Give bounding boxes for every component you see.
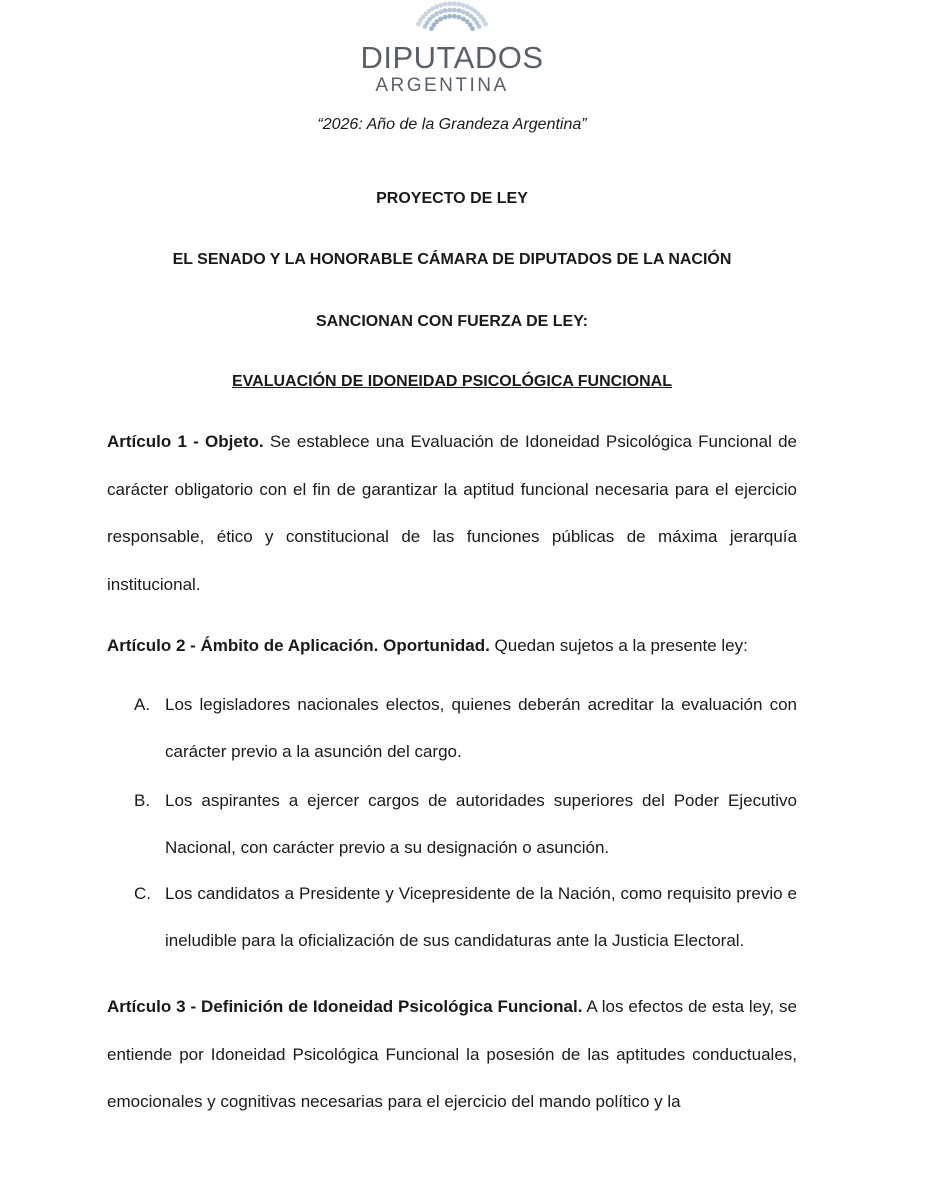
emblem-dot: [457, 8, 462, 13]
chambers-heading: EL SENADO Y LA HONORABLE CÁMARA DE DIPUTADOS DE LA NACIÓN: [172, 251, 732, 268]
article-3: [107, 983, 797, 1126]
emblem-dot: [443, 8, 448, 13]
hemicycle-emblem-icon: [372, 0, 532, 34]
emblem-dot: [452, 14, 457, 19]
emblem-dot: [443, 2, 448, 7]
list-letter: A.: [134, 695, 151, 714]
emblem-dot: [438, 10, 443, 15]
list-item-a: [134, 681, 797, 775]
emblem-dot: [461, 3, 466, 8]
list-text: Los legisladores nacionales electos, quienes deberán acreditar la evaluación con carácter previo a la asunción del cargo.: [165, 695, 797, 761]
list-text: Los aspirantes a ejercer cargos de autoridades superiores del Poder Ejecutivo Nacional, con carácter previo a su designación o asunción.: [165, 791, 797, 857]
article-2-label: Artículo 2 - Ámbito de Aplicación. Oportunidad.: [107, 636, 490, 655]
list-letter: C.: [134, 884, 151, 903]
emblem-dot: [483, 22, 488, 27]
emblem-dot: [438, 17, 443, 22]
sanction-heading: SANCIONAN CON FUERZA DE LEY:: [316, 313, 588, 330]
emblem-dot: [443, 15, 448, 20]
year-motto: “2026: Año de la Grandeza Argentina”: [317, 116, 587, 133]
diputados-logo: [0, 0, 926, 100]
emblem-dot: [457, 15, 462, 20]
emblem-dot: [434, 11, 439, 16]
emblem-dot: [470, 26, 475, 31]
article-1: [107, 418, 797, 608]
article-2-text: Quedan sujetos a la presente ley:: [489, 636, 748, 655]
emblem-dot: [447, 8, 452, 13]
article-3-label: Artículo 3 - Definición de Idoneidad Psicológica Funcional.: [107, 997, 583, 1016]
logo-title: DIPUTADOS: [360, 40, 544, 75]
list-item-b: [134, 777, 797, 871]
emblem-dot: [452, 8, 457, 13]
logo-subtitle: ARGENTINA: [375, 75, 509, 96]
emblem-dot: [434, 4, 439, 9]
emblem-dot: [461, 10, 466, 15]
emblem-dot: [447, 1, 452, 6]
project-heading: PROYECTO DE LEY: [376, 190, 528, 207]
emblem-dot: [439, 3, 444, 8]
emblem-dot: [447, 14, 452, 19]
law-title: EVALUACIÓN DE IDONEIDAD PSICOLÓGICA FUNCIONAL: [231, 373, 672, 390]
list-item-c: [134, 870, 797, 964]
emblem-dot: [452, 1, 457, 6]
article-1-text: Se establece una Evaluación de Idoneidad Psicológica Funcional de carácter obligatorio con el fin de garantizar la aptitud funcional necesaria para el ejercicio responsable, ético y constitucional de las funciones públicas de máxima jerarquía institucional.: [107, 432, 797, 594]
article-1-label: Artículo 1 - Objeto.: [107, 432, 264, 451]
emblem-dot: [456, 2, 461, 7]
list-text: Los candidatos a Presidente y Vicepresidente de la Nación, como requisito previo e ineludible para la oficialización de sus candidaturas ante la Justicia Electoral.: [165, 884, 797, 950]
article-2: [107, 622, 797, 670]
emblem-dot: [477, 24, 482, 29]
article-3-text: A los efectos de esta ley, se entiende por Idoneidad Psicológica Funcional la posesión de las aptitudes conductuales, emocionales y cognitivas necesarias para el ejercicio del mando político y la: [107, 997, 797, 1111]
list-letter: B.: [134, 791, 151, 810]
